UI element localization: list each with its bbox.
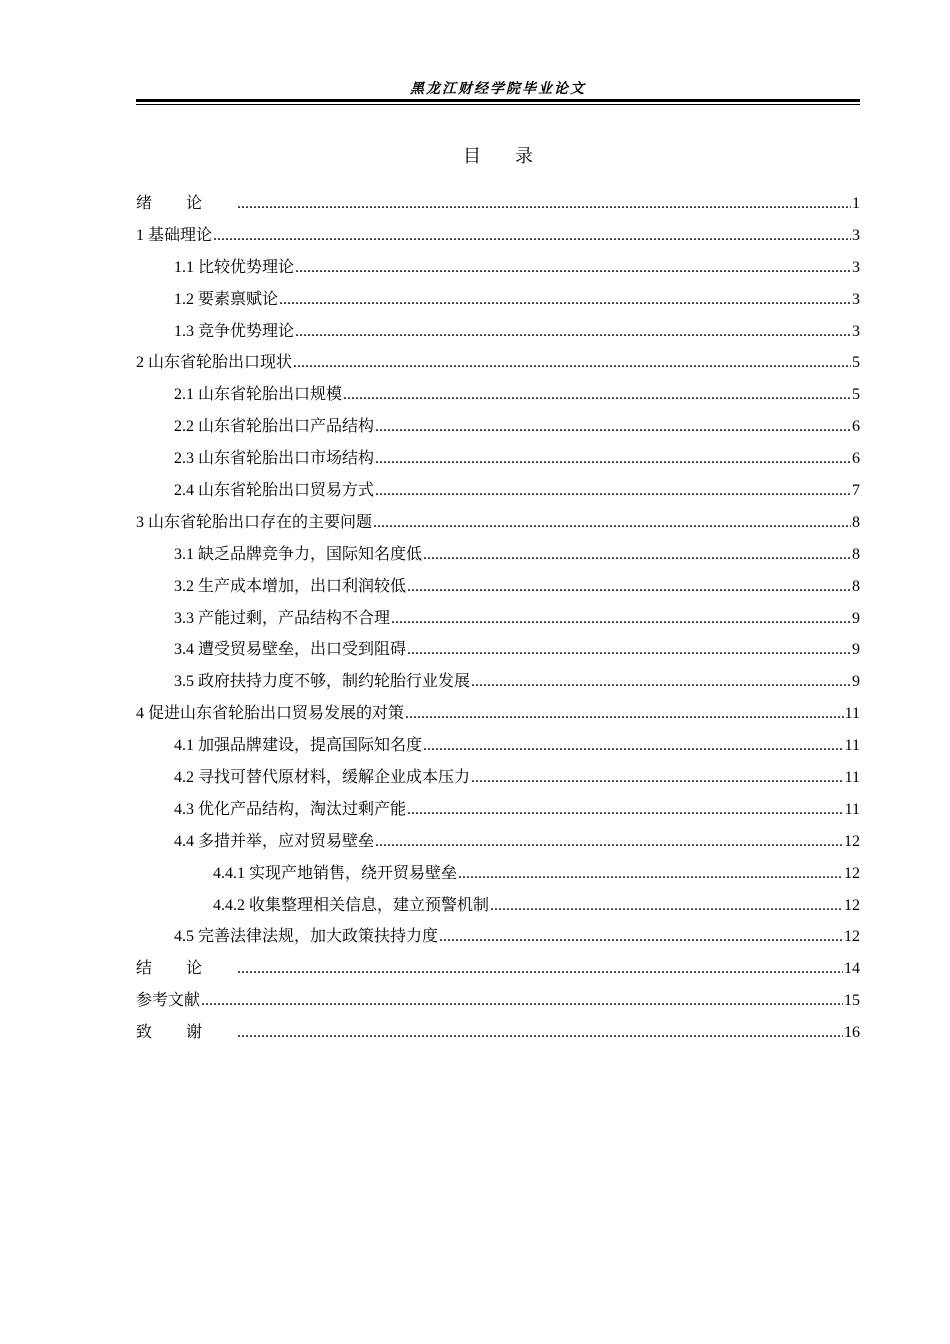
- toc-dot-leader: [391, 610, 851, 628]
- toc-entry-page-number: 3: [852, 290, 860, 308]
- toc-entry-label: 绪论: [136, 195, 237, 212]
- toc-entry-page-number: 9: [852, 609, 860, 627]
- toc-dot-leader: [375, 450, 851, 468]
- toc-entry-label: 4.2 寻找可替代原材料，缓解企业成本压力: [174, 769, 471, 787]
- toc-entry[interactable]: [136, 764, 860, 796]
- toc-dot-leader: [295, 323, 851, 341]
- toc-entry-label: 4 促进山东省轮胎出口贸易发展的对策: [136, 705, 405, 723]
- toc-entry-label: 1.1 比较优势理论: [174, 258, 295, 276]
- toc-entry-page-number: 5: [852, 386, 860, 404]
- toc-entry-label: 结论: [136, 960, 237, 978]
- toc-entry[interactable]: [136, 955, 860, 987]
- toc-entry-label: 2.3 山东省轮胎出口市场结构: [174, 450, 375, 468]
- toc-entry-page-number: 3: [852, 322, 860, 340]
- page-header-title: 黑龙江财经学院毕业论文: [410, 82, 586, 97]
- toc-dot-leader: [375, 833, 843, 851]
- toc-dot-leader: [375, 482, 851, 500]
- toc-dot-leader: [201, 992, 843, 1010]
- toc-entry-page-number: 5: [852, 354, 860, 372]
- toc-entry-page-number: 7: [852, 482, 860, 500]
- toc-entry-label: 3.5 政府扶持力度不够，制约轮胎行业发展: [174, 673, 471, 691]
- toc-entry[interactable]: [136, 445, 860, 477]
- toc-dot-leader: [405, 705, 844, 723]
- toc-entry[interactable]: [136, 381, 860, 413]
- toc-dot-leader: [423, 546, 851, 564]
- toc-entry-page-number: 12: [844, 928, 860, 946]
- toc-entry[interactable]: [136, 349, 860, 381]
- toc-dot-leader: [295, 259, 851, 277]
- toc-entry-label: 4.1 加强品牌建设，提高国际知名度: [174, 737, 423, 755]
- toc-entry[interactable]: [136, 413, 860, 445]
- toc-entry-label: 2 山东省轮胎出口现状: [136, 354, 293, 372]
- toc-entry-label: 3.1 缺乏品牌竞争力，国际知名度低: [174, 545, 423, 563]
- toc-entry[interactable]: [136, 605, 860, 637]
- header-rule-thin: [136, 104, 860, 105]
- toc-dot-leader: [458, 865, 843, 883]
- toc-entry[interactable]: [136, 860, 860, 892]
- toc-entry-page-number: 14: [844, 960, 860, 978]
- toc-entry[interactable]: [136, 987, 860, 1019]
- toc-entry-page-number: 11: [844, 737, 860, 755]
- toc-entry-page-number: 6: [852, 450, 860, 468]
- toc-dot-leader: [423, 737, 844, 755]
- toc-entry[interactable]: [136, 700, 860, 732]
- toc-dot-leader: [213, 227, 851, 245]
- toc-entry-page-number: 9: [852, 673, 860, 691]
- toc-title: 目录: [463, 146, 567, 166]
- toc-entry[interactable]: [136, 477, 860, 509]
- toc-entry-label: 4.4.2 收集整理相关信息，建立预警机制: [213, 896, 490, 914]
- toc-entry-page-number: 3: [852, 226, 860, 244]
- toc-entry-page-number: 8: [852, 577, 860, 595]
- toc-entry[interactable]: [136, 732, 860, 764]
- toc-entry-page-number: 12: [844, 832, 860, 850]
- toc-entry[interactable]: [136, 668, 860, 700]
- toc-dot-leader: [293, 354, 851, 372]
- toc-entry-page-number: 11: [844, 769, 860, 787]
- toc-entry-label: 2.1 山东省轮胎出口规模: [174, 386, 343, 404]
- toc-entry-label: 致谢: [136, 1024, 237, 1042]
- toc-entry-page-number: 15: [844, 992, 860, 1010]
- toc-entry[interactable]: [136, 286, 860, 318]
- toc-entry[interactable]: [136, 318, 860, 350]
- toc-entry[interactable]: [136, 509, 860, 541]
- toc-entry-page-number: 8: [852, 513, 860, 531]
- toc-entry[interactable]: [136, 923, 860, 955]
- toc-dot-leader: [471, 673, 851, 691]
- toc-entry-page-number: 11: [844, 800, 860, 818]
- toc-entry-label: 3.3 产能过剩，产品结构不合理: [174, 609, 391, 627]
- toc-entry-page-number: 12: [844, 864, 860, 882]
- toc-dot-leader: [343, 386, 851, 404]
- toc-dot-leader: [490, 897, 843, 915]
- toc-dot-leader: [279, 291, 851, 309]
- toc-entry-label: 3.2 生产成本增加，出口利润较低: [174, 577, 407, 595]
- toc-entry[interactable]: [136, 222, 860, 254]
- toc-entry-page-number: 16: [844, 1024, 860, 1042]
- toc-dot-leader: [237, 960, 843, 978]
- toc-entry[interactable]: [136, 892, 860, 924]
- toc-entry-label: 1.2 要素禀赋论: [174, 290, 279, 308]
- toc-entry-label: 1 基础理论: [136, 226, 213, 244]
- toc-dot-leader: [237, 195, 851, 213]
- toc-entry-label: 2.4 山东省轮胎出口贸易方式: [174, 482, 375, 500]
- toc-entry-page-number: 1: [852, 195, 860, 212]
- toc-entry[interactable]: [136, 190, 860, 222]
- toc-entry[interactable]: [136, 636, 860, 668]
- toc-entry-label: 参考文献: [136, 992, 201, 1010]
- toc-dot-leader: [471, 769, 844, 787]
- toc-dot-leader: [407, 641, 851, 659]
- toc-dot-leader: [375, 418, 851, 436]
- toc-entry-label: 1.3 竞争优势理论: [174, 322, 295, 340]
- toc-dot-leader: [407, 801, 844, 819]
- toc-entry[interactable]: [136, 796, 860, 828]
- header-rule-thick: [136, 99, 860, 102]
- toc-dot-leader: [439, 928, 843, 946]
- toc-entry[interactable]: [136, 828, 860, 860]
- toc-entry-label: 4.4.1 实现产地销售，绕开贸易壁垒: [213, 864, 458, 882]
- toc-entry-label: 3 山东省轮胎出口存在的主要问题: [136, 513, 373, 531]
- toc-dot-leader: [407, 578, 851, 596]
- toc-entry-page-number: 6: [852, 418, 860, 436]
- toc-dot-leader: [373, 514, 851, 532]
- toc-entry-page-number: 12: [844, 896, 860, 914]
- toc-entry-page-number: 11: [844, 705, 860, 723]
- table-of-contents: [136, 190, 860, 1051]
- toc-entry-label: 4.5 完善法律法规，加大政策扶持力度: [174, 928, 439, 946]
- toc-entry-page-number: 8: [852, 545, 860, 563]
- toc-entry-label: 4.3 优化产品结构，淘汰过剩产能: [174, 800, 407, 818]
- toc-entry[interactable]: [136, 1019, 860, 1051]
- toc-entry[interactable]: [136, 573, 860, 605]
- toc-entry-label: 2.2 山东省轮胎出口产品结构: [174, 418, 375, 436]
- toc-entry-label: 4.4 多措并举，应对贸易壁垒: [174, 832, 375, 850]
- toc-entry[interactable]: [136, 254, 860, 286]
- toc-entry-page-number: 3: [852, 258, 860, 276]
- toc-dot-leader: [237, 1024, 843, 1042]
- toc-entry[interactable]: [136, 541, 860, 573]
- toc-entry-label: 3.4 遭受贸易壁垒，出口受到阻碍: [174, 641, 407, 659]
- toc-entry-page-number: 9: [852, 641, 860, 659]
